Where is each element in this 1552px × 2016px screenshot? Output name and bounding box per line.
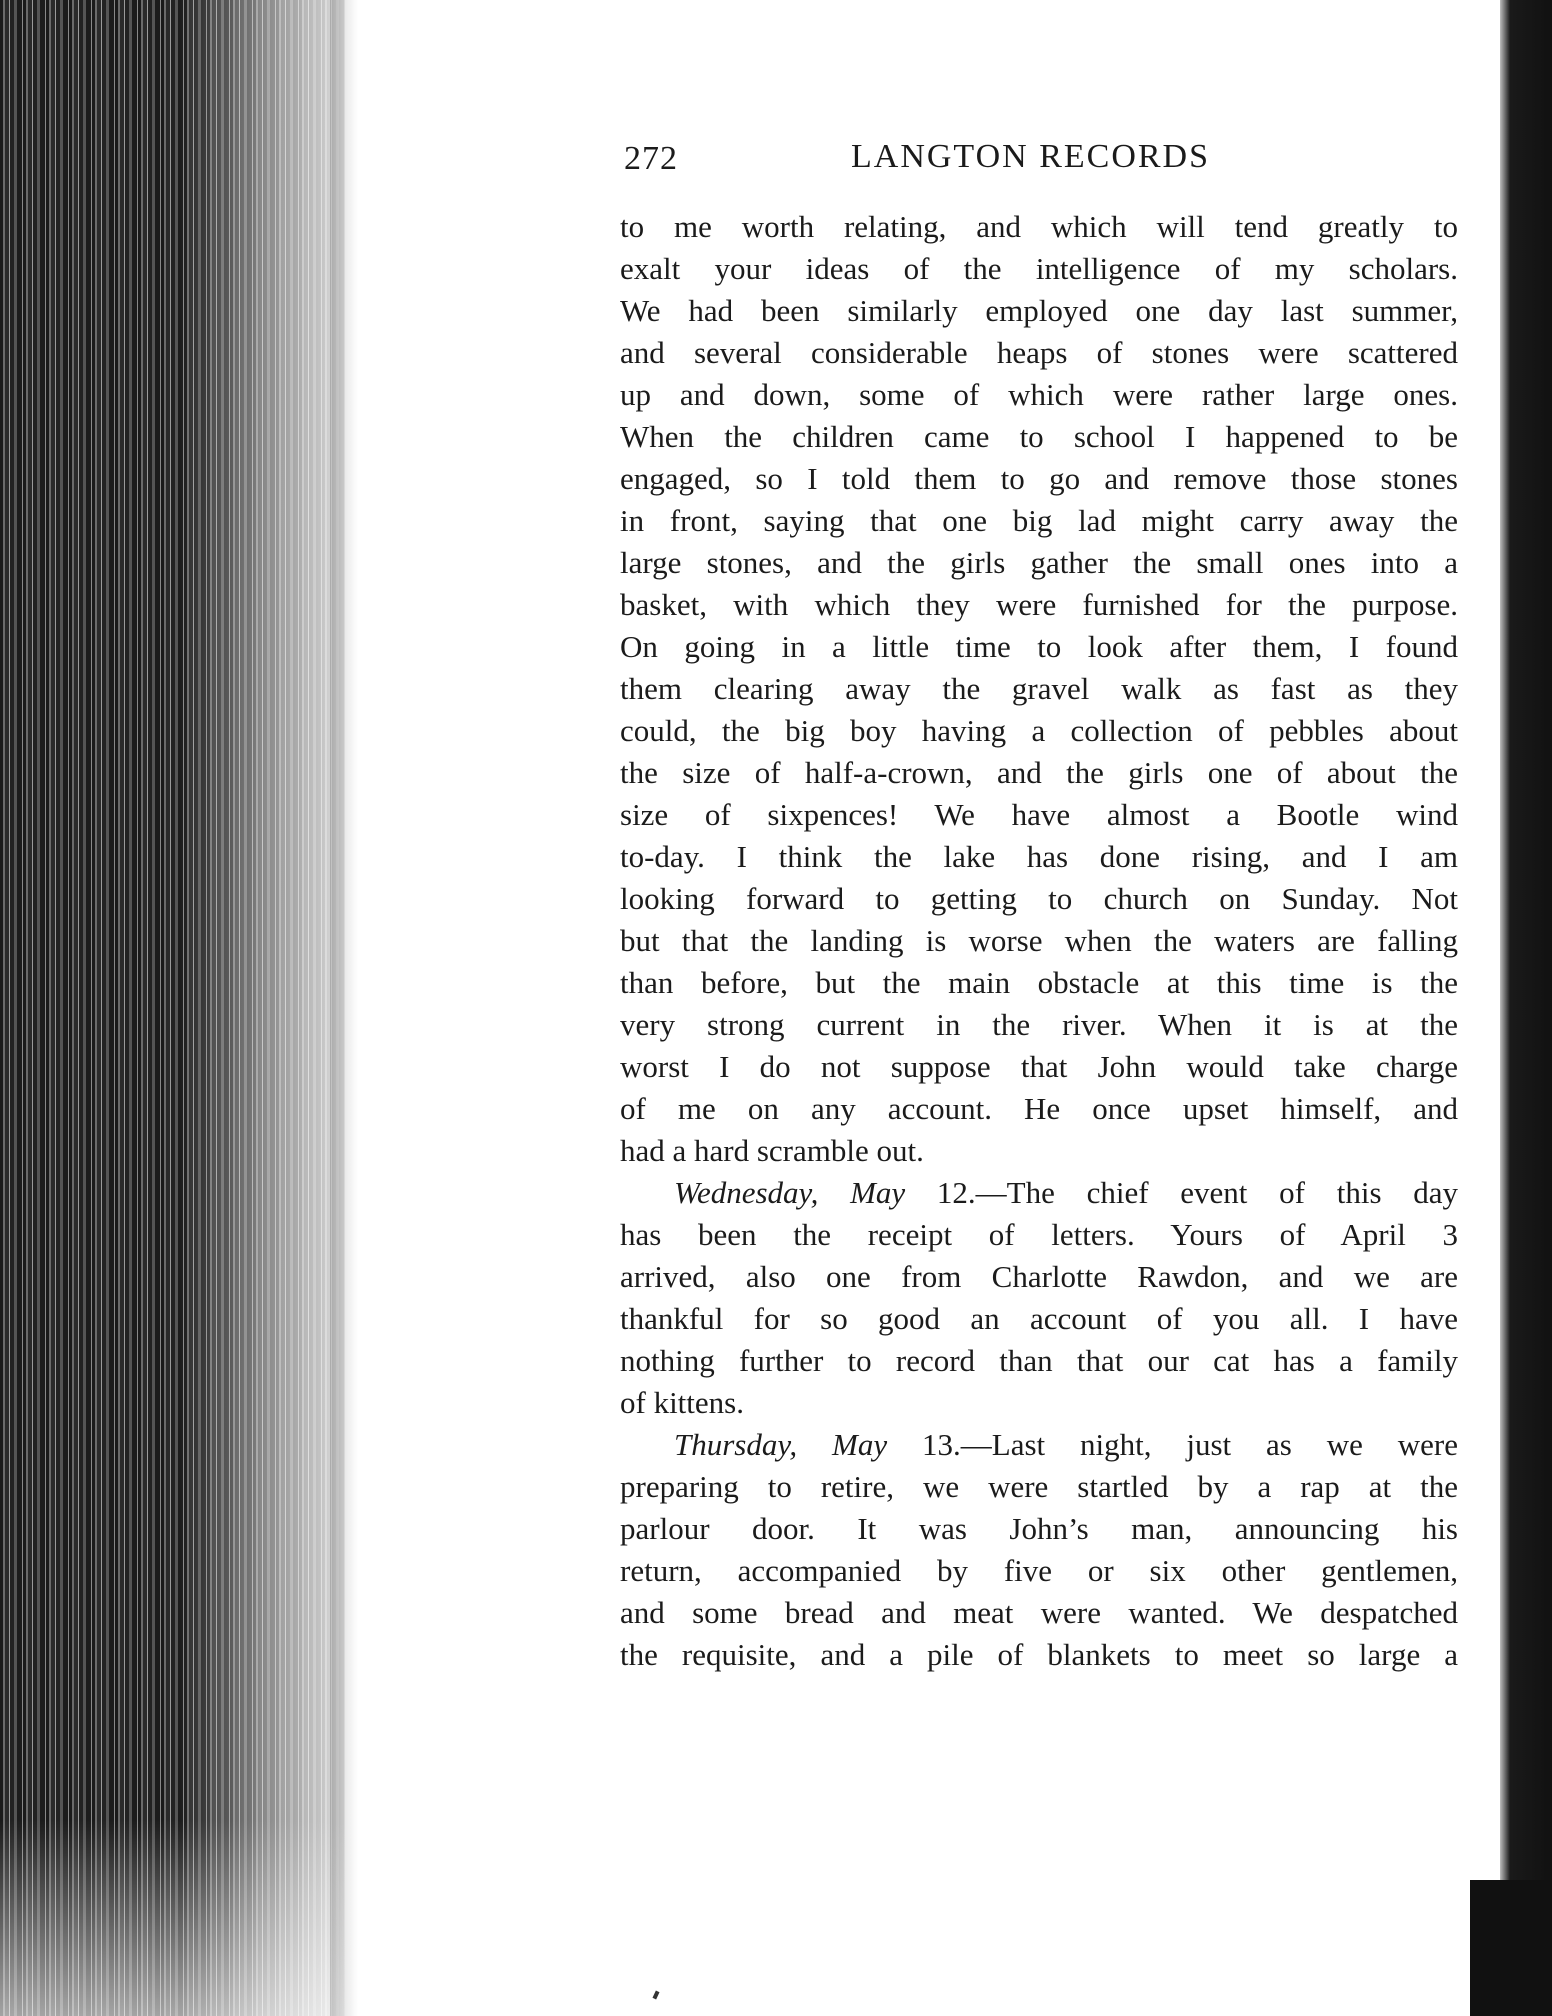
text-line: preparing to retire, we were startled by a rap at the <box>620 1469 1458 1504</box>
text-line: had a hard scramble out. <box>620 1133 924 1168</box>
text-line: On going in a little time to look after them, I found <box>620 629 1458 664</box>
text-line: We had been similarly employed one day last summer, <box>620 293 1458 328</box>
text-line: exalt your ideas of the intelligence of my scholars. <box>620 251 1458 286</box>
running-head <box>620 130 1458 190</box>
page-edges-fade <box>180 0 345 2016</box>
right-cover-edge <box>1500 0 1552 1960</box>
text-line: could, the big boy having a collection of pebbles about <box>620 713 1458 748</box>
text-line: large stones, and the girls gather the small ones into a <box>620 545 1458 580</box>
text-line: arrived, also one from Charlotte Rawdon, and we are <box>620 1259 1458 1294</box>
entry-heading-thursday <box>620 1424 1458 1466</box>
text-line: to-day. I think the lake has done rising, and I am <box>620 839 1458 874</box>
text-line: to me worth relating, and which will tend greatly to <box>620 209 1458 244</box>
text-line: When the children came to school I happened to be <box>620 419 1458 454</box>
text-line: and some bread and meat were wanted. We despatched <box>620 1595 1458 1630</box>
text-line: basket, with which they were furnished for the purpose. <box>620 587 1458 622</box>
text-line: but that the landing is worse when the waters are falling <box>620 923 1458 958</box>
text-line: them clearing away the gravel walk as fast as they <box>620 671 1458 706</box>
entry-date-rest: 13.—Last night, just as we were <box>887 1427 1458 1462</box>
text-line: up and down, some of which were rather large ones. <box>620 377 1458 412</box>
page-number: 272 <box>624 140 678 177</box>
scan-speck <box>652 1991 659 2000</box>
entry-date-italic: Wednesday, May <box>674 1175 906 1210</box>
entry-heading-wednesday <box>620 1172 1458 1214</box>
book-page <box>620 130 1458 1676</box>
entry-date-italic: Thursday, May <box>674 1427 888 1462</box>
text-line: of me on any account. He once upset himself, and <box>620 1091 1458 1126</box>
text-line: and several considerable heaps of stones were scattered <box>620 335 1458 370</box>
text-line: in front, saying that one big lad might carry away the <box>620 503 1458 538</box>
body-text <box>620 206 1458 1676</box>
text-line: thankful for so good an account of you all. I have <box>620 1301 1458 1336</box>
entry-date-rest: 12.—The chief event of this day <box>905 1175 1458 1210</box>
text-line: the requisite, and a pile of blankets to meet so large a <box>620 1637 1458 1672</box>
page-edges-bottom <box>0 1820 345 2016</box>
text-line: very strong current in the river. When it is at the <box>620 1007 1458 1042</box>
text-line: worst I do not suppose that John would take charge <box>620 1049 1458 1084</box>
running-title: LANGTON RECORDS <box>851 138 1211 175</box>
text-line: return, accompanied by five or six other gentlemen, <box>620 1553 1458 1588</box>
spine-shadow <box>330 0 358 2016</box>
text-line: size of sixpences! We have almost a Bootle wind <box>620 797 1458 832</box>
text-line: of kittens. <box>620 1385 744 1420</box>
text-line: parlour door. It was John’s man, announcing his <box>620 1511 1458 1546</box>
right-cover-foot <box>1470 1880 1552 2016</box>
text-line: engaged, so I told them to go and remove those stones <box>620 461 1458 496</box>
text-line: has been the receipt of letters. Yours of April 3 <box>620 1217 1458 1252</box>
text-line: the size of half-a-crown, and the girls one of about the <box>620 755 1458 790</box>
text-line: than before, but the main obstacle at this time is the <box>620 965 1458 1000</box>
text-line: nothing further to record than that our cat has a family <box>620 1343 1458 1378</box>
text-line: looking forward to getting to church on Sunday. Not <box>620 881 1458 916</box>
